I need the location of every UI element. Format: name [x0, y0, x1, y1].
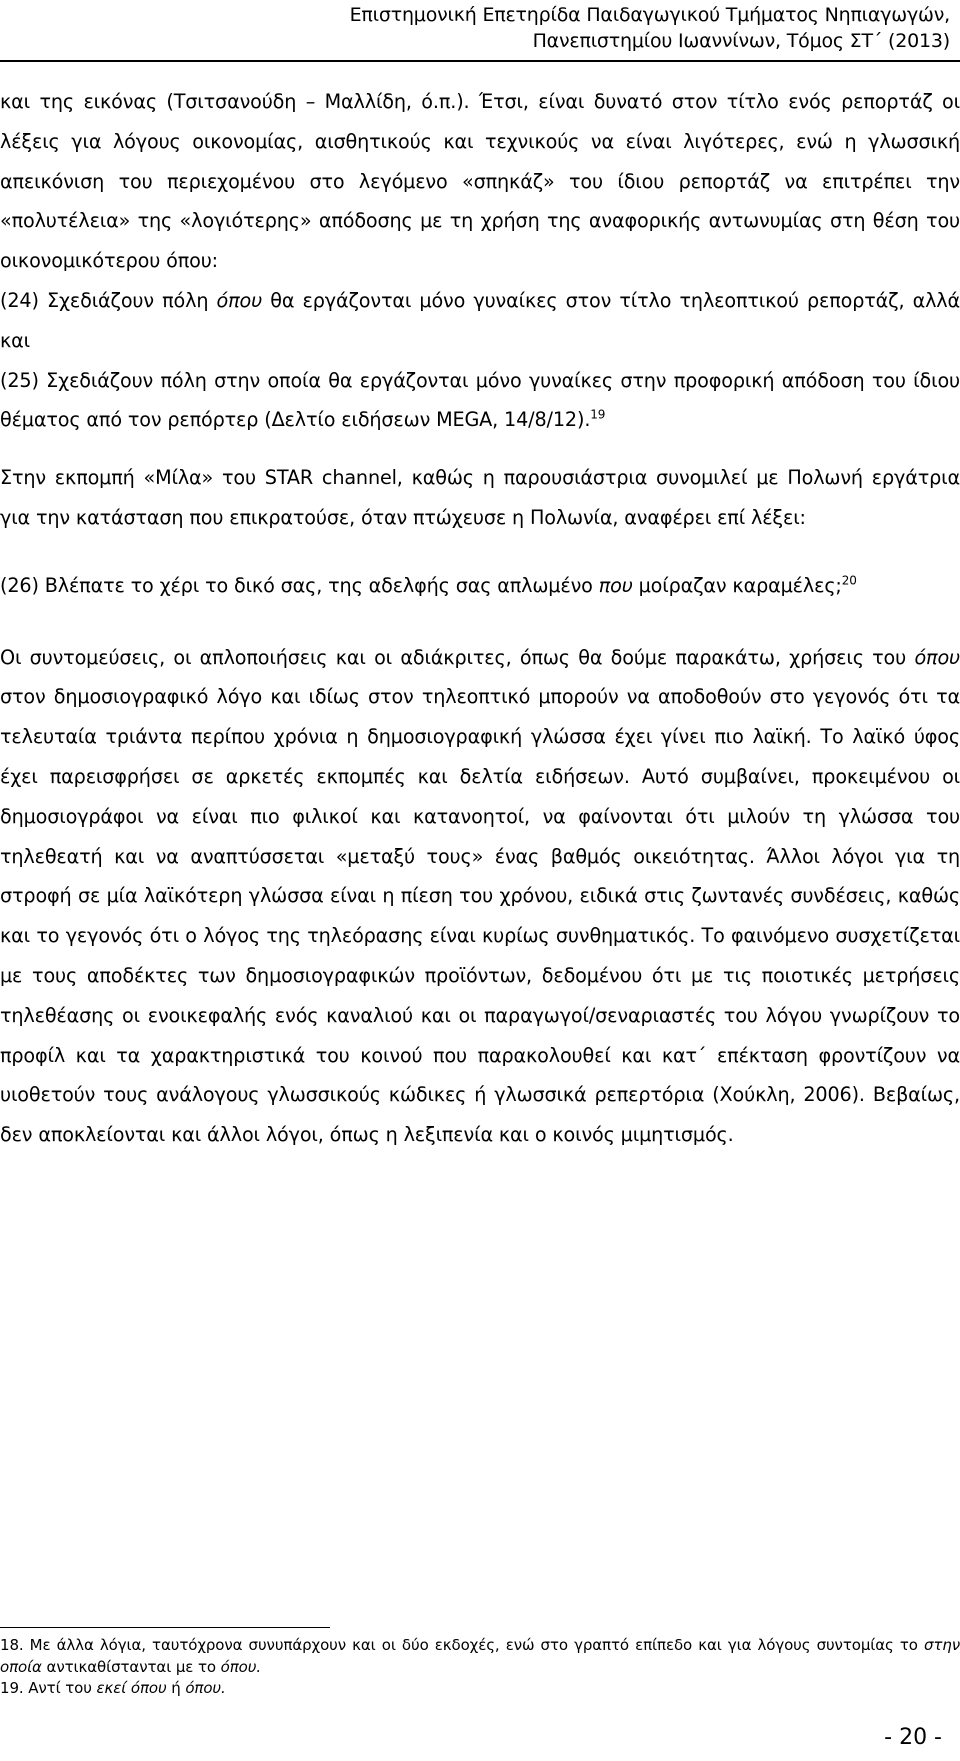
example-26-emphasis: που [598, 573, 633, 597]
discussion-text-b: στον δημοσιογραφικό λόγο και ιδίως στον τηλεοπτικό μπορούν να αποδοθούν στο γεγονός ότι τα τελευταία τριάντα περίπου χρόνια η δημοσιογραφική γλώσσα έχει γίνει πιο λαϊκή. Το λαϊκό ύφος έχει παρεισφρήσει σε αρκετές εκπομπές και δελτία ειδήσεων. Αυτό συμβαίνει, προκειμένου οι δημοσιογράφοι να είναι πιο φιλικοί και κατανοητοί, να φαίνονται ότι μιλούν τη γλώσσα του τηλεθεατή και να αναπτύσσεται «μεταξύ τους» ένας βαθμός οικειότητας. Άλλοι λόγοι για τη στροφή σε μία λαϊκότερη γλώσσα είναι η πίεση του χρόνου, ειδικά στις ζωντανές συνδέσεις, καθώς και το γεγονός ότι ο λόγος της τηλεόρασης είναι κυρίως συνθηματικός. Το φαινόμενο συσχετίζεται με τους αποδέκτες των δημοσιογραφικών προϊόντων, δεδομένου ότι με τις ποιοτικές μετρήσεις τηλεθέασης οι ενοικεφαλής ενός καναλιού και οι παραγωγοί/σεναριαστές του λόγου γνωρίζουν το προφίλ και τα χαρακτηριστικά του κοινού που παρακολουθεί και κατ΄ επέκταση φροντίζουν να υιοθετούν τους ανάλογους γλωσσικούς κώδικες ή γλωσσικά ρεπερτόρια (Χούκλη, 2006). Βεβαίως, δεν αποκλείονται και άλλοι λόγοι, όπως η λεξιπενία και ο κοινός μιμητισμός. [0, 685, 960, 1147]
footnote-19-emphasis-1: εκεί όπου [96, 1679, 167, 1697]
footnote-19 [0, 1678, 960, 1700]
footnote-ref-20: 20 [841, 573, 857, 588]
header-journal-title: Επιστημονική Επετηρίδα Παιδαγωγικού Τμήματος Νηπιαγωγών, [349, 4, 950, 26]
example-24-text-a: (24) Σχεδιάζουν πόλη [0, 288, 217, 312]
footnotes [0, 1635, 960, 1700]
footnote-19-text-a: 19. Αντί του [0, 1679, 97, 1697]
footnote-ref-19: 19 [590, 407, 606, 422]
example-26-text-a: (26) Βλέπατε το χέρι το δικό σας, της αδελφής σας απλωμένο [0, 573, 599, 597]
spacer [0, 606, 960, 638]
example-24 [0, 281, 960, 361]
discussion-text-a: Οι συντομεύσεις, οι απλοποιήσεις και οι αδιάκριτες, όπως θα δούμε παρακάτω, χρήσεις του [0, 645, 915, 669]
footnote-divider [0, 1627, 330, 1628]
footnote-18-emphasis-1: στην οποία [0, 1636, 960, 1676]
example-25-text: (25) Σχεδιάζουν πόλη στην οποία θα εργάζονται μόνο γυναίκες στην προφορική απόδοση του ίδιου θέματος από τον ρεπόρτερ (Δελτίο ειδήσεων MEGA, 14/8/12). [0, 368, 960, 432]
spacer [0, 538, 960, 566]
footnote-18-emphasis-2: όπου. [220, 1657, 261, 1676]
footnote-19-emphasis-2: όπου. [185, 1679, 226, 1697]
header-divider [0, 60, 960, 62]
example-24-emphasis: όπου [216, 288, 263, 312]
main-text [0, 82, 960, 1155]
discussion-emphasis: όπου [914, 645, 960, 669]
page-number: - 20 - [884, 1725, 942, 1750]
footnote-18 [0, 1635, 960, 1678]
example-24-text-b: θα εργάζονται μόνο γυναίκες στον τίτλο τηλεοπτικού ρεπορτάζ, αλλά και [0, 288, 960, 352]
paragraph-discussion [0, 638, 960, 1155]
footnote-18-text-b: αντικαθίστανται με το [41, 1657, 221, 1676]
footnote-19-text-b: ή [166, 1679, 186, 1697]
header-volume-info: Πανεπιστημίου Ιωαννίνων, Τόμος ΣΤ΄ (2013) [532, 30, 950, 52]
example-26 [0, 566, 960, 606]
paragraph-intro: και της εικόνας (Τσιτσανούδη – Μαλλίδη, ό.π.). Έτσι, είναι δυνατό στον τίτλο ενός ρεπορτάζ οι λέξεις για λόγους οικονομίας, αισθητικούς και τεχνικούς να είναι λιγότερες, ενώ η γλωσσική απεικόνιση του περιεχομένου στο λεγόμενο «σπηκάζ» του ίδιου ρεπορτάζ να επιτρέπει την «πολυτέλεια» της «λογιότερης» απόδοσης με τη χρήση της αναφορικής αντωνυμίας στη θέση του οικονομικότερου όπου: [0, 90, 960, 273]
paragraph-star-channel: Στην εκπομπή «Μίλα» του STAR channel, καθώς η παρουσιάστρια συνομιλεί με Πολωνή εργάτρια για την κατάσταση που επικρατούσε, όταν πτώχευσε η Πολωνία, αναφέρει επί λέξει: [0, 466, 960, 529]
example-25 [0, 361, 960, 441]
example-26-text-b: μοίραζαν καραμέλες; [632, 573, 842, 597]
running-header [250, 2, 950, 54]
spacer [0, 440, 960, 458]
footnote-18-text-a: 18. Με άλλα λόγια, ταυτόχρονα συνυπάρχουν και οι δύο εκδοχές, ενώ στο γραπτό επίπεδο και για λόγους συντομίας το [0, 1636, 924, 1654]
